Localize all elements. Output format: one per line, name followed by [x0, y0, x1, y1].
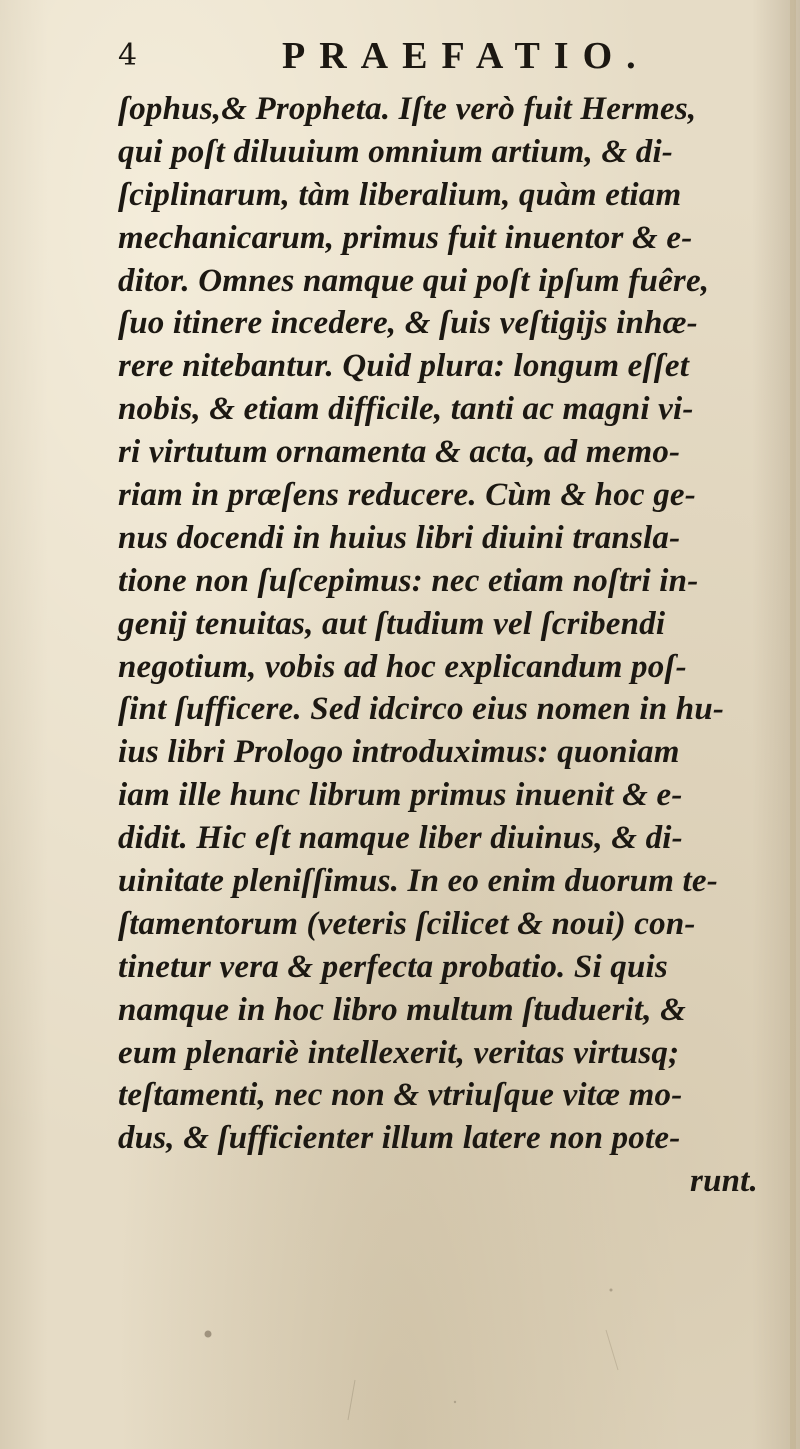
- text-line: uinitate pleniſſimus. In eo enim duorum te-: [118, 863, 718, 900]
- text-line: ſint ſufficere. Sed idcirco eius nomen in hu-: [118, 691, 725, 728]
- text-line: ſtamentorum (veteris ſcilicet & noui) con-: [118, 905, 696, 942]
- text-line: negotium, vobis ad hoc explicandum poſ-: [118, 648, 687, 685]
- text-line: ditor. Omnes namque qui poſt ipſum fuêre,: [118, 262, 710, 299]
- text-line: nus docendi in huius libri diuini transla-: [118, 519, 681, 556]
- text-line: genij tenuitas, aut ſtudium vel ſcribendi: [118, 605, 666, 642]
- text-line: ſciplinarum, tàm liberalium, quàm etiam: [118, 176, 682, 213]
- running-head: [118, 28, 678, 84]
- text-line: teſtamenti, nec non & vtriuſque vitæ mo-: [118, 1077, 683, 1114]
- text-line: rere nitebantur. Quid plura: longum eſſet: [118, 348, 690, 385]
- page-number: 4: [118, 38, 138, 73]
- text-line: namque in hoc libro multum ſtuduerit, &: [118, 991, 687, 1028]
- body-text: [118, 88, 798, 1203]
- text-line-last: runt.: [690, 1163, 758, 1200]
- text-line: ſophus,& Propheta. Iſte verò fuit Hermes,: [118, 91, 697, 127]
- text-line: eum plenariè intellexerit, veritas virtusq;: [118, 1034, 680, 1071]
- running-title: PRAEFATIO.: [282, 35, 650, 77]
- text-line: tinetur vera & perfecta probatio. Si quis: [118, 948, 668, 985]
- text-line: riam in præſens reducere. Cùm & hoc ge-: [118, 477, 696, 514]
- text-line: ri virtutum ornamenta & acta, ad memo-: [118, 434, 681, 471]
- text-line: nobis, & etiam difficile, tanti ac magni vi-: [118, 391, 694, 428]
- text-line: dus, & ſufficienter illum latere non pote-: [118, 1120, 681, 1157]
- text-line: iam ille hunc librum primus inuenit & e-: [118, 777, 683, 814]
- text-line: mechanicarum, primus fuit inuentor & e-: [118, 219, 693, 256]
- text-line: ſuo itinere incedere, & ſuis veſtigijs inhæ-: [118, 305, 698, 342]
- text-line: tione non ſuſcepimus: nec etiam noſtri in-: [118, 562, 699, 599]
- text-line: ius libri Prologo introduximus: quoniam: [118, 734, 680, 771]
- text-line: qui poſt diluuium omnium artium, & di-: [118, 133, 674, 170]
- text-line: didit. Hic eſt namque liber diuinus, & di-: [118, 820, 683, 857]
